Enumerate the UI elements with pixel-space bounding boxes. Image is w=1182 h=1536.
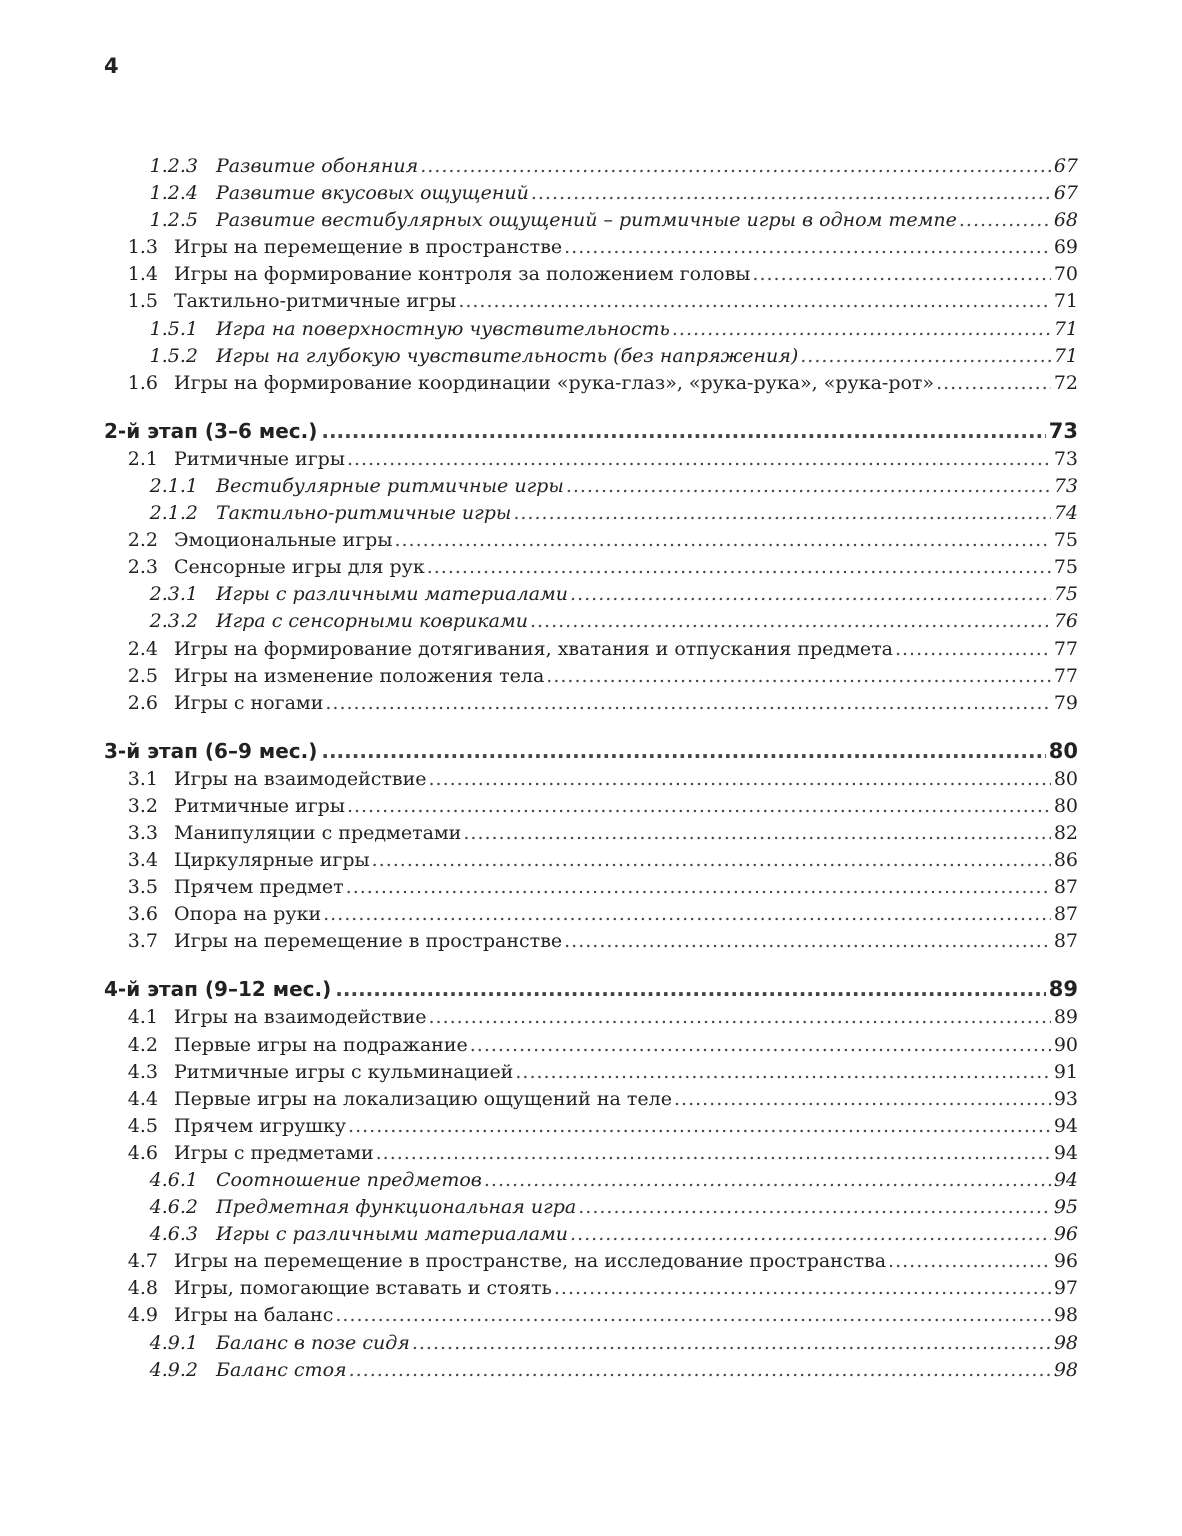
toc-entry-number: 4.6.2 — [149, 1196, 198, 1219]
dot-leader — [936, 370, 1051, 397]
toc-entry-number: 1.2.3 — [149, 155, 198, 177]
toc-entry-title: Ритмичные игры — [174, 447, 345, 470]
dot-leader — [321, 416, 1045, 446]
toc-entry-page: 73 — [1053, 474, 1078, 497]
dot-leader — [412, 1330, 1051, 1357]
toc-entry-title: Вестибулярные ритмичные игры — [216, 474, 564, 497]
toc-entry-number: 1.2.5 — [149, 209, 198, 232]
toc-section — [104, 153, 1078, 397]
toc-entry-page: 98 — [1053, 1331, 1078, 1354]
toc-entry-number: 1.4 — [127, 263, 158, 286]
dot-leader — [429, 766, 1051, 793]
table-of-contents — [104, 153, 1078, 1403]
dot-leader — [484, 1167, 1051, 1194]
toc-entry-title: Опора на руки — [174, 903, 322, 926]
toc-entry-number: 2.3.1 — [149, 583, 198, 606]
toc-entry-page: 93 — [1053, 1087, 1078, 1110]
toc-heading[interactable] — [104, 416, 1078, 446]
toc-entry-page: 75 — [1053, 556, 1078, 579]
dot-leader — [570, 1221, 1051, 1248]
dot-leader — [349, 1357, 1051, 1384]
dot-leader — [347, 793, 1051, 820]
toc-entry-number: 2.1.1 — [149, 474, 198, 497]
toc-entry-page: 94 — [1053, 1169, 1078, 1191]
toc-entry-page: 75 — [1053, 583, 1078, 606]
dot-leader — [570, 581, 1051, 608]
toc-entry[interactable] — [104, 636, 1078, 663]
toc-entry[interactable] — [104, 370, 1078, 397]
toc-entry-page: 72 — [1053, 371, 1078, 394]
toc-entry[interactable] — [104, 288, 1078, 315]
toc-entry-number: 4.9.2 — [149, 1358, 198, 1381]
toc-entry[interactable] — [104, 180, 1078, 207]
toc-entry-title: Первые игры на локализацию ощущений на теле — [174, 1087, 672, 1110]
toc-heading[interactable] — [104, 736, 1078, 766]
toc-heading-title: 2-й этап (3–6 мес.) — [104, 418, 318, 443]
toc-entry-title: Баланс в позе сидя — [216, 1331, 410, 1354]
toc-heading-title: 4-й этап (9–12 мес.) — [104, 977, 332, 1002]
toc-heading[interactable] — [104, 974, 1078, 1004]
toc-entry-title: Развитие обоняния — [216, 155, 419, 177]
toc-entry-title: Ритмичные игры с кульминацией — [174, 1060, 514, 1083]
dot-leader — [335, 1302, 1050, 1329]
toc-section — [104, 974, 1078, 1383]
toc-entry-title: Игры на изменение положения тела — [174, 664, 545, 687]
toc-entry-page: 68 — [1053, 209, 1078, 232]
toc-entry[interactable] — [104, 1221, 1078, 1248]
toc-entry-title: Баланс стоя — [216, 1358, 347, 1381]
toc-entry-title: Ритмичные игры — [174, 794, 345, 817]
toc-heading-title: 3-й этап (6–9 мес.) — [104, 738, 318, 763]
toc-entry-number: 1.5.1 — [149, 317, 198, 340]
toc-entry-title: Соотношение предметов — [216, 1169, 482, 1191]
toc-entry-title: Тактильно-ритмичные игры — [174, 290, 457, 313]
toc-entry-title: Игры на взаимодействие — [174, 1006, 427, 1029]
dot-leader — [347, 446, 1051, 473]
toc-entry[interactable] — [104, 527, 1078, 554]
toc-entry-page: 67 — [1053, 182, 1078, 205]
toc-entry-title: Игра на поверхностную чувствительность — [216, 317, 670, 340]
toc-entry-page: 71 — [1053, 317, 1078, 340]
dot-leader — [578, 1194, 1051, 1221]
toc-heading-page: 89 — [1048, 977, 1078, 1002]
toc-entry-page: 71 — [1053, 344, 1078, 367]
dot-leader — [463, 820, 1050, 847]
toc-entry-page: 94 — [1053, 1141, 1078, 1164]
toc-entry-page: 80 — [1053, 767, 1078, 790]
toc-entry-title: Игры на формирование контроля за положением головы — [174, 263, 751, 286]
toc-entry-page: 91 — [1053, 1060, 1078, 1083]
toc-entry-title: Игры с ногами — [174, 691, 324, 714]
toc-entry-page: 95 — [1053, 1196, 1078, 1219]
toc-entry-title: Игры на перемещение в пространстве, на исследование пространства — [174, 1250, 887, 1273]
toc-entry-number: 1.2.4 — [149, 182, 198, 205]
dot-leader — [420, 153, 1051, 180]
toc-entry[interactable] — [104, 473, 1078, 500]
toc-section — [104, 416, 1078, 717]
toc-entry[interactable] — [104, 1059, 1078, 1086]
toc-entry-page: 87 — [1053, 903, 1078, 926]
dot-leader — [672, 316, 1051, 343]
toc-entry-number: 4.3 — [127, 1060, 158, 1083]
toc-entry-number: 3.1 — [127, 767, 158, 790]
toc-entry-page: 87 — [1053, 930, 1078, 953]
toc-entry[interactable] — [104, 766, 1078, 793]
toc-entry-title: Первые игры на подражание — [174, 1033, 468, 1056]
toc-entry-page: 98 — [1053, 1358, 1078, 1381]
dot-leader — [564, 928, 1051, 955]
toc-entry[interactable] — [104, 1032, 1078, 1059]
toc-entry-page: 82 — [1053, 821, 1078, 844]
toc-entry[interactable] — [104, 581, 1078, 608]
toc-entry-page: 69 — [1053, 236, 1078, 259]
toc-entry-number: 1.3 — [127, 236, 158, 259]
dot-leader — [372, 847, 1051, 874]
toc-entry-number: 2.1.2 — [149, 502, 198, 525]
toc-entry-page: 94 — [1053, 1114, 1078, 1137]
toc-entry-title: Прячем предмет — [174, 876, 344, 899]
toc-entry-page: 80 — [1053, 794, 1078, 817]
toc-heading-page: 73 — [1048, 418, 1078, 443]
toc-entry-number: 2.2 — [127, 529, 158, 552]
toc-entry-title: Прячем игрушку — [174, 1114, 347, 1137]
toc-entry[interactable] — [104, 1248, 1078, 1275]
toc-entry[interactable] — [104, 690, 1078, 717]
toc-entry-title: Игры на перемещение в пространстве — [174, 236, 563, 259]
dot-leader — [513, 500, 1050, 527]
toc-entry[interactable] — [104, 1113, 1078, 1140]
toc-entry[interactable] — [104, 234, 1078, 261]
toc-entry-title: Игры, помогающие вставать и стоять — [174, 1277, 552, 1300]
toc-entry-page: 67 — [1053, 155, 1078, 177]
toc-entry-title: Игры на перемещение в пространстве — [174, 930, 563, 953]
toc-entry[interactable] — [104, 1004, 1078, 1031]
dot-leader — [959, 207, 1051, 234]
dot-leader — [323, 901, 1051, 928]
dot-leader — [674, 1086, 1051, 1113]
toc-entry[interactable] — [104, 874, 1078, 901]
dot-leader — [458, 288, 1051, 315]
toc-entry-number: 4.9.1 — [149, 1331, 198, 1354]
toc-entry-number: 3.5 — [127, 876, 158, 899]
toc-entry-number: 2.3 — [127, 556, 158, 579]
toc-entry-number: 1.6 — [127, 371, 158, 394]
toc-entry-title: Игры на формирование дотягивания, хватания и отпускания предмета — [174, 637, 893, 660]
toc-entry-number: 3.3 — [127, 821, 158, 844]
dot-leader — [515, 1059, 1050, 1086]
toc-entry-title: Игры с различными материалами — [216, 1223, 569, 1246]
toc-entry-page: 97 — [1053, 1277, 1078, 1300]
dot-leader — [800, 343, 1051, 370]
toc-entry-title: Игры на баланс — [174, 1304, 334, 1327]
dot-leader — [325, 690, 1050, 717]
toc-entry-number: 3.6 — [127, 903, 158, 926]
toc-entry-title: Игры с различными материалами — [216, 583, 569, 606]
toc-entry-number: 4.2 — [127, 1033, 158, 1056]
toc-entry-title: Игры на взаимодействие — [174, 767, 427, 790]
toc-entry-number: 4.1 — [127, 1006, 158, 1029]
toc-entry[interactable] — [104, 608, 1078, 635]
toc-entry[interactable] — [104, 847, 1078, 874]
toc-entry[interactable] — [104, 1194, 1078, 1221]
dot-leader — [554, 1275, 1051, 1302]
toc-entry[interactable] — [104, 663, 1078, 690]
toc-entry-number: 4.6 — [127, 1141, 158, 1164]
toc-entry-page: 89 — [1053, 1006, 1078, 1029]
toc-entry-title: Предметная функциональная игра — [216, 1196, 577, 1219]
toc-entry[interactable] — [104, 261, 1078, 288]
toc-entry-number: 4.7 — [127, 1250, 158, 1273]
toc-entry-page: 86 — [1053, 849, 1078, 872]
toc-entry[interactable] — [104, 901, 1078, 928]
toc-entry-number: 1.5 — [127, 290, 158, 313]
toc-entry[interactable] — [104, 1275, 1078, 1302]
toc-entry-number: 4.8 — [127, 1277, 158, 1300]
dot-leader — [335, 974, 1045, 1004]
dot-leader — [376, 1140, 1051, 1167]
dot-leader — [348, 1113, 1051, 1140]
toc-entry[interactable] — [104, 1357, 1078, 1384]
toc-entry-number: 3.4 — [127, 849, 158, 872]
toc-entry-number: 4.6.3 — [149, 1223, 198, 1246]
toc-entry-page: 71 — [1053, 290, 1078, 313]
dot-leader — [346, 874, 1051, 901]
toc-entry-title: Тактильно-ритмичные игры — [216, 502, 512, 525]
dot-leader — [530, 608, 1051, 635]
toc-entry[interactable] — [104, 446, 1078, 473]
toc-section — [104, 736, 1078, 956]
dot-leader — [321, 736, 1045, 766]
toc-entry-number: 4.9 — [127, 1304, 158, 1327]
dot-leader — [429, 1004, 1051, 1031]
toc-entry[interactable] — [104, 554, 1078, 581]
dot-leader — [895, 636, 1051, 663]
toc-entry-number: 3.2 — [127, 794, 158, 817]
toc-entry-title: Манипуляции с предметами — [174, 821, 462, 844]
toc-entry-number: 4.4 — [127, 1087, 158, 1110]
toc-entry-page: 79 — [1053, 691, 1078, 714]
toc-entry-title: Эмоциональные игры — [174, 529, 393, 552]
dot-leader — [427, 554, 1051, 581]
toc-entry-page: 74 — [1053, 502, 1078, 525]
toc-entry-number: 2.5 — [127, 664, 158, 687]
toc-entry-title: Циркулярные игры — [174, 849, 370, 872]
dot-leader — [394, 527, 1050, 554]
toc-entry-page: 75 — [1053, 529, 1078, 552]
toc-entry-number: 2.4 — [127, 637, 158, 660]
toc-entry[interactable] — [104, 820, 1078, 847]
toc-entry[interactable] — [104, 343, 1078, 370]
toc-entry[interactable] — [104, 1302, 1078, 1329]
toc-entry[interactable] — [104, 316, 1078, 343]
page-number: 4 — [104, 54, 119, 78]
toc-entry-page: 90 — [1053, 1033, 1078, 1056]
toc-entry[interactable] — [104, 1167, 1078, 1194]
dot-leader — [888, 1248, 1051, 1275]
toc-entry-number: 1.5.2 — [149, 344, 198, 367]
dot-leader — [470, 1032, 1051, 1059]
toc-entry-number: 2.6 — [127, 691, 158, 714]
toc-entry[interactable] — [104, 1086, 1078, 1113]
toc-entry[interactable] — [104, 793, 1078, 820]
dot-leader — [546, 663, 1051, 690]
dot-leader — [564, 234, 1051, 261]
dot-leader — [752, 261, 1050, 288]
toc-entry[interactable] — [104, 500, 1078, 527]
toc-entry-page: 87 — [1053, 876, 1078, 899]
toc-entry-number: 3.7 — [127, 930, 158, 953]
toc-entry-number: 2.3.2 — [149, 610, 198, 633]
toc-entry-page: 77 — [1053, 637, 1078, 660]
toc-entry-page: 73 — [1053, 447, 1078, 470]
toc-entry-number: 2.1 — [127, 447, 158, 470]
toc-entry-title: Игры на глубокую чувствительность (без напряжения) — [216, 344, 799, 367]
toc-entry-number: 4.5 — [127, 1114, 158, 1137]
toc-entry-title: Развитие вкусовых ощущений — [216, 182, 529, 205]
toc-entry-title: Игры на формирование координации «рука-глаз», «рука-рука», «рука-рот» — [174, 371, 935, 394]
dot-leader — [531, 180, 1051, 207]
toc-entry-page: 96 — [1053, 1250, 1078, 1273]
toc-entry[interactable] — [104, 207, 1078, 234]
toc-entry[interactable] — [104, 928, 1078, 955]
dot-leader — [566, 473, 1051, 500]
toc-entry-page: 98 — [1053, 1304, 1078, 1327]
toc-entry-page: 70 — [1053, 263, 1078, 286]
toc-entry-title: Игры с предметами — [174, 1141, 374, 1164]
toc-entry-page: 76 — [1053, 610, 1078, 633]
toc-entry-title: Развитие вестибулярных ощущений – ритмичные игры в одном темпе — [216, 209, 957, 232]
toc-entry-page: 77 — [1053, 664, 1078, 687]
toc-entry-page: 96 — [1053, 1223, 1078, 1246]
toc-entry-number: 4.6.1 — [149, 1169, 198, 1191]
toc-entry[interactable] — [104, 1330, 1078, 1357]
toc-entry-title: Сенсорные игры для рук — [174, 556, 425, 579]
toc-entry[interactable] — [104, 1140, 1078, 1167]
toc-heading-page: 80 — [1048, 738, 1078, 763]
toc-entry-title: Игра с сенсорными ковриками — [216, 610, 528, 633]
toc-entry[interactable] — [104, 153, 1078, 180]
